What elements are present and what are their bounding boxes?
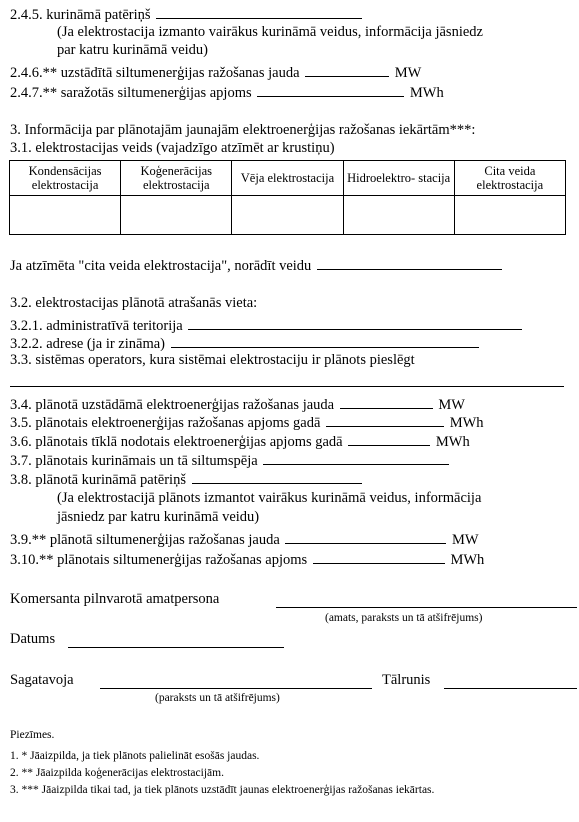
date-field[interactable] [68, 647, 284, 648]
line-2-4-7 [10, 83, 444, 102]
official-caption: (amats, paraksts un tā atšifrējums) [325, 612, 483, 624]
note-item-3: 3. *** Jāaizpilda tikai tad, ja tiek plānots uzstādīt jaunas elektroenerģijas ražošanas iekārtas. [10, 784, 435, 796]
field-3-2-1[interactable] [188, 316, 522, 330]
prepared-signature-field[interactable] [100, 688, 372, 689]
line-3-4 [10, 395, 465, 414]
phone-field[interactable] [444, 688, 577, 689]
label-3-4: 3.4. plānotā uzstādāmā elektroenerģijas ražošanas jauda [10, 397, 335, 413]
note-2-4-5-line2: par katru kurināmā veidu) [57, 42, 208, 58]
label-other-type: Ja atzīmēta "cita veida elektrostacija", norādīt veidu [10, 258, 312, 274]
line-3-3: 3.3. sistēmas operators, kura sistēmai elektrostaciju ir plānots pieslēgt [10, 352, 415, 368]
label-3-10: 3.10.** plānotais siltumenerģijas ražošanas apjoms [10, 552, 308, 568]
label-3-9: 3.9.** plānotā siltumenerģijas ražošanas jauda [10, 532, 280, 548]
header-wind: Vēja elektrostacija [232, 161, 343, 196]
label-3-2-2: 3.2.2. adrese (ja ir zināma) [10, 336, 165, 352]
unit-2-4-7: MWh [409, 85, 444, 101]
field-3-3[interactable] [10, 386, 564, 387]
label-3-5: 3.5. plānotais elektroenerģijas ražošanas apjoms gadā [10, 415, 321, 431]
prepared-label: Sagatavoja [10, 672, 74, 688]
line-3-6 [10, 432, 470, 451]
line-3-10 [10, 550, 484, 569]
table-check-row [10, 196, 566, 235]
prepared-caption: (paraksts un tā atšifrējums) [155, 692, 280, 704]
unit-3-9: MW [452, 532, 479, 548]
field-3-4[interactable] [340, 395, 433, 409]
section-3-heading: 3. Informācija par plānotajām jaunajām elektroenerģijas ražošanas iekārtām***: [10, 122, 476, 138]
line-3-2: 3.2. elektrostacijas plānotā atrašanās vieta: [10, 295, 258, 311]
check-cell-hydro[interactable] [343, 196, 454, 235]
line-3-9 [10, 530, 479, 549]
field-3-6[interactable] [348, 432, 430, 446]
field-2-4-5[interactable] [156, 5, 362, 19]
field-3-2-2[interactable] [171, 334, 479, 348]
unit-3-4: MW [438, 397, 465, 413]
line-3-8 [10, 470, 364, 489]
unit-3-10: MWh [450, 552, 485, 568]
line-3-2-2 [10, 334, 481, 353]
note-item-1: 1. * Jāaizpilda, ja tiek plānots palielināt esošās jaudas. [10, 750, 260, 762]
field-3-7[interactable] [263, 451, 449, 465]
line-other-type [10, 256, 504, 275]
check-cell-other[interactable] [454, 196, 565, 235]
line-3-1: 3.1. elektrostacijas veids (vajadzīgo atzīmēt ar krustiņu) [10, 140, 335, 156]
header-condensation: Kondensācijas elektrostacija [10, 161, 121, 196]
unit-2-4-6: MW [394, 65, 422, 81]
field-3-10[interactable] [313, 550, 445, 564]
label-2-4-7: 2.4.7.** saražotās siltumenerģijas apjoms [10, 85, 252, 101]
field-3-8[interactable] [192, 470, 362, 484]
label-2-4-6: 2.4.6.** uzstādītā siltumenerģijas ražošanas jauda [10, 65, 300, 81]
check-cell-wind[interactable] [232, 196, 343, 235]
station-type-table [9, 160, 566, 235]
official-label: Komersanta pilnvarotā amatpersona [10, 591, 220, 607]
unit-3-5: MWh [449, 415, 484, 431]
line-3-5 [10, 413, 484, 432]
field-3-5[interactable] [326, 413, 444, 427]
field-2-4-6[interactable] [305, 63, 389, 77]
field-other-type[interactable] [317, 256, 502, 270]
header-cogeneration: Koģenerācijas elektrostacija [121, 161, 232, 196]
note-2-4-5-line1: (Ja elektrostacija izmanto vairākus kurināmā veidus, informācija jāsniedz [57, 24, 483, 40]
label-2-4-5: 2.4.5. kurināmā patēriņš [10, 7, 151, 23]
label-3-6: 3.6. plānotais tīklā nodotais elektroenerģijas apjoms gadā [10, 434, 343, 450]
note-item-2: 2. ** Jāaizpilda koģenerācijas elektrostacijām. [10, 767, 224, 779]
label-3-8: 3.8. plānotā kurināmā patēriņš [10, 472, 186, 488]
field-3-9[interactable] [285, 530, 446, 544]
unit-3-6: MWh [435, 434, 470, 450]
note-3-8-line2: jāsniedz par katru kurināmā veidu) [57, 509, 260, 525]
line-2-4-5 [10, 5, 364, 24]
notes-heading: Piezīmes. [10, 729, 55, 741]
check-cell-cogeneration[interactable] [121, 196, 232, 235]
header-hydro: Hidroelektro- stacija [343, 161, 454, 196]
official-signature-field[interactable] [276, 607, 577, 608]
line-3-7 [10, 451, 451, 470]
field-2-4-7[interactable] [257, 83, 404, 97]
note-3-8-line1: (Ja elektrostacijā plānots izmantot vairākus kurināmā veidus, informācija [57, 490, 482, 506]
check-cell-condensation[interactable] [10, 196, 121, 235]
table-header-row [10, 161, 566, 196]
header-other: Cita veida elektrostacija [454, 161, 565, 196]
date-label: Datums [10, 631, 56, 647]
label-3-7: 3.7. plānotais kurināmais un tā siltumspēja [10, 453, 258, 469]
phone-label: Tālrunis [382, 672, 431, 688]
label-3-2-1: 3.2.1. administratīvā teritorija [10, 318, 183, 334]
line-3-2-1 [10, 316, 524, 335]
line-2-4-6 [10, 63, 421, 82]
